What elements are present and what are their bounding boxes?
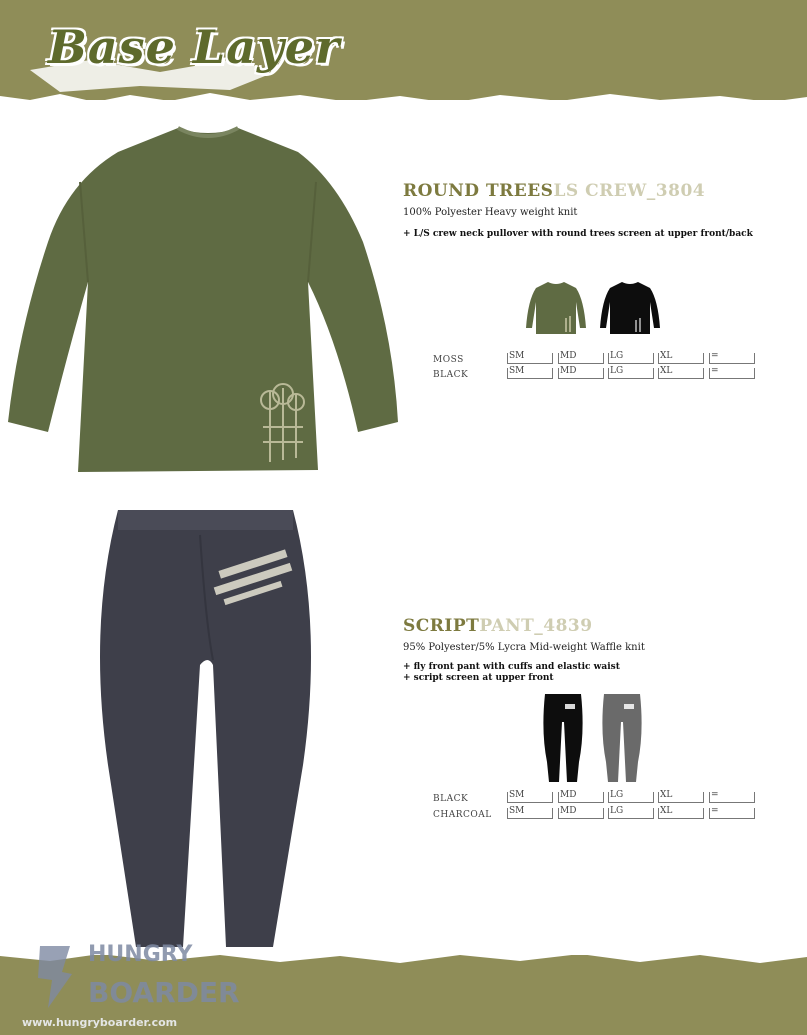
size-label: MD bbox=[560, 790, 577, 800]
size-label: LG bbox=[610, 366, 624, 376]
feature-item: + fly front pant with cuffs and elastic waist bbox=[403, 662, 620, 672]
size-label: XL bbox=[660, 351, 673, 361]
size-field-total[interactable] bbox=[709, 792, 755, 803]
color-size-row bbox=[433, 368, 763, 382]
size-field-lg[interactable] bbox=[608, 353, 654, 364]
size-label: SM bbox=[509, 366, 525, 376]
logo-line2: BOARDER bbox=[88, 976, 240, 1009]
size-field-xl[interactable] bbox=[658, 368, 704, 379]
black-shirt-thumbnail bbox=[598, 280, 662, 336]
size-field-md[interactable] bbox=[558, 808, 604, 819]
size-label: MD bbox=[560, 806, 577, 816]
size-field-sm[interactable] bbox=[507, 792, 553, 803]
size-label: LG bbox=[610, 806, 624, 816]
boarder-icon bbox=[18, 942, 78, 1012]
size-field-total[interactable] bbox=[709, 353, 755, 364]
size-label: = bbox=[711, 806, 719, 816]
size-label: SM bbox=[509, 351, 525, 361]
feature-list bbox=[403, 662, 620, 684]
crew-shirt-image bbox=[8, 122, 400, 478]
black-pant-thumbnail bbox=[541, 692, 585, 784]
size-field-total[interactable] bbox=[709, 368, 755, 379]
color-label: BLACK bbox=[433, 370, 469, 380]
logo-line1: HUNGRY bbox=[88, 942, 193, 967]
product-code: PANT_4839 bbox=[479, 616, 593, 636]
size-label: XL bbox=[660, 366, 673, 376]
size-field-md[interactable] bbox=[558, 792, 604, 803]
moss-shirt-thumbnail bbox=[524, 280, 588, 336]
product-name: SCRIPT bbox=[403, 616, 480, 636]
size-field-total[interactable] bbox=[709, 808, 755, 819]
color-size-row bbox=[433, 353, 763, 367]
size-field-lg[interactable] bbox=[608, 808, 654, 819]
page-title: Base Layer bbox=[48, 20, 341, 74]
size-label: = bbox=[711, 366, 719, 376]
color-size-row bbox=[433, 808, 763, 822]
size-field-md[interactable] bbox=[558, 368, 604, 379]
logo-url: www.hungryboarder.com bbox=[22, 1016, 178, 1029]
fabric-description: 100% Polyester Heavy weight knit bbox=[403, 207, 578, 218]
size-label: MD bbox=[560, 351, 577, 361]
size-field-lg[interactable] bbox=[608, 368, 654, 379]
product-code: LS CREW_3804 bbox=[553, 181, 706, 201]
product-name: ROUND TREES bbox=[403, 181, 554, 201]
size-field-sm[interactable] bbox=[507, 353, 553, 364]
color-label: MOSS bbox=[433, 355, 464, 365]
feature-item: + L/S crew neck pullover with round trees screen at upper front/back bbox=[403, 229, 753, 239]
size-label: = bbox=[711, 790, 719, 800]
color-size-row bbox=[433, 792, 763, 806]
fabric-description: 95% Polyester/5% Lycra Mid-weight Waffle knit bbox=[403, 642, 645, 653]
size-label: SM bbox=[509, 806, 525, 816]
size-label: LG bbox=[610, 351, 624, 361]
product-title bbox=[403, 181, 705, 201]
feature-item: + script screen at upper front bbox=[403, 673, 554, 683]
size-field-xl[interactable] bbox=[658, 808, 704, 819]
color-label: CHARCOAL bbox=[433, 810, 492, 820]
hungry-boarder-watermark bbox=[18, 938, 240, 1033]
feature-list bbox=[403, 229, 753, 240]
size-field-xl[interactable] bbox=[658, 792, 704, 803]
script-pant-image bbox=[88, 505, 328, 950]
size-label: MD bbox=[560, 366, 577, 376]
size-field-xl[interactable] bbox=[658, 353, 704, 364]
size-label: = bbox=[711, 351, 719, 361]
size-field-md[interactable] bbox=[558, 353, 604, 364]
size-label: SM bbox=[509, 790, 525, 800]
size-label: XL bbox=[660, 790, 673, 800]
size-field-lg[interactable] bbox=[608, 792, 654, 803]
color-label: BLACK bbox=[433, 794, 469, 804]
charcoal-pant-thumbnail bbox=[600, 692, 644, 784]
size-label: XL bbox=[660, 806, 673, 816]
size-field-sm[interactable] bbox=[507, 368, 553, 379]
size-field-sm[interactable] bbox=[507, 808, 553, 819]
size-label: LG bbox=[610, 790, 624, 800]
product-title bbox=[403, 616, 593, 636]
